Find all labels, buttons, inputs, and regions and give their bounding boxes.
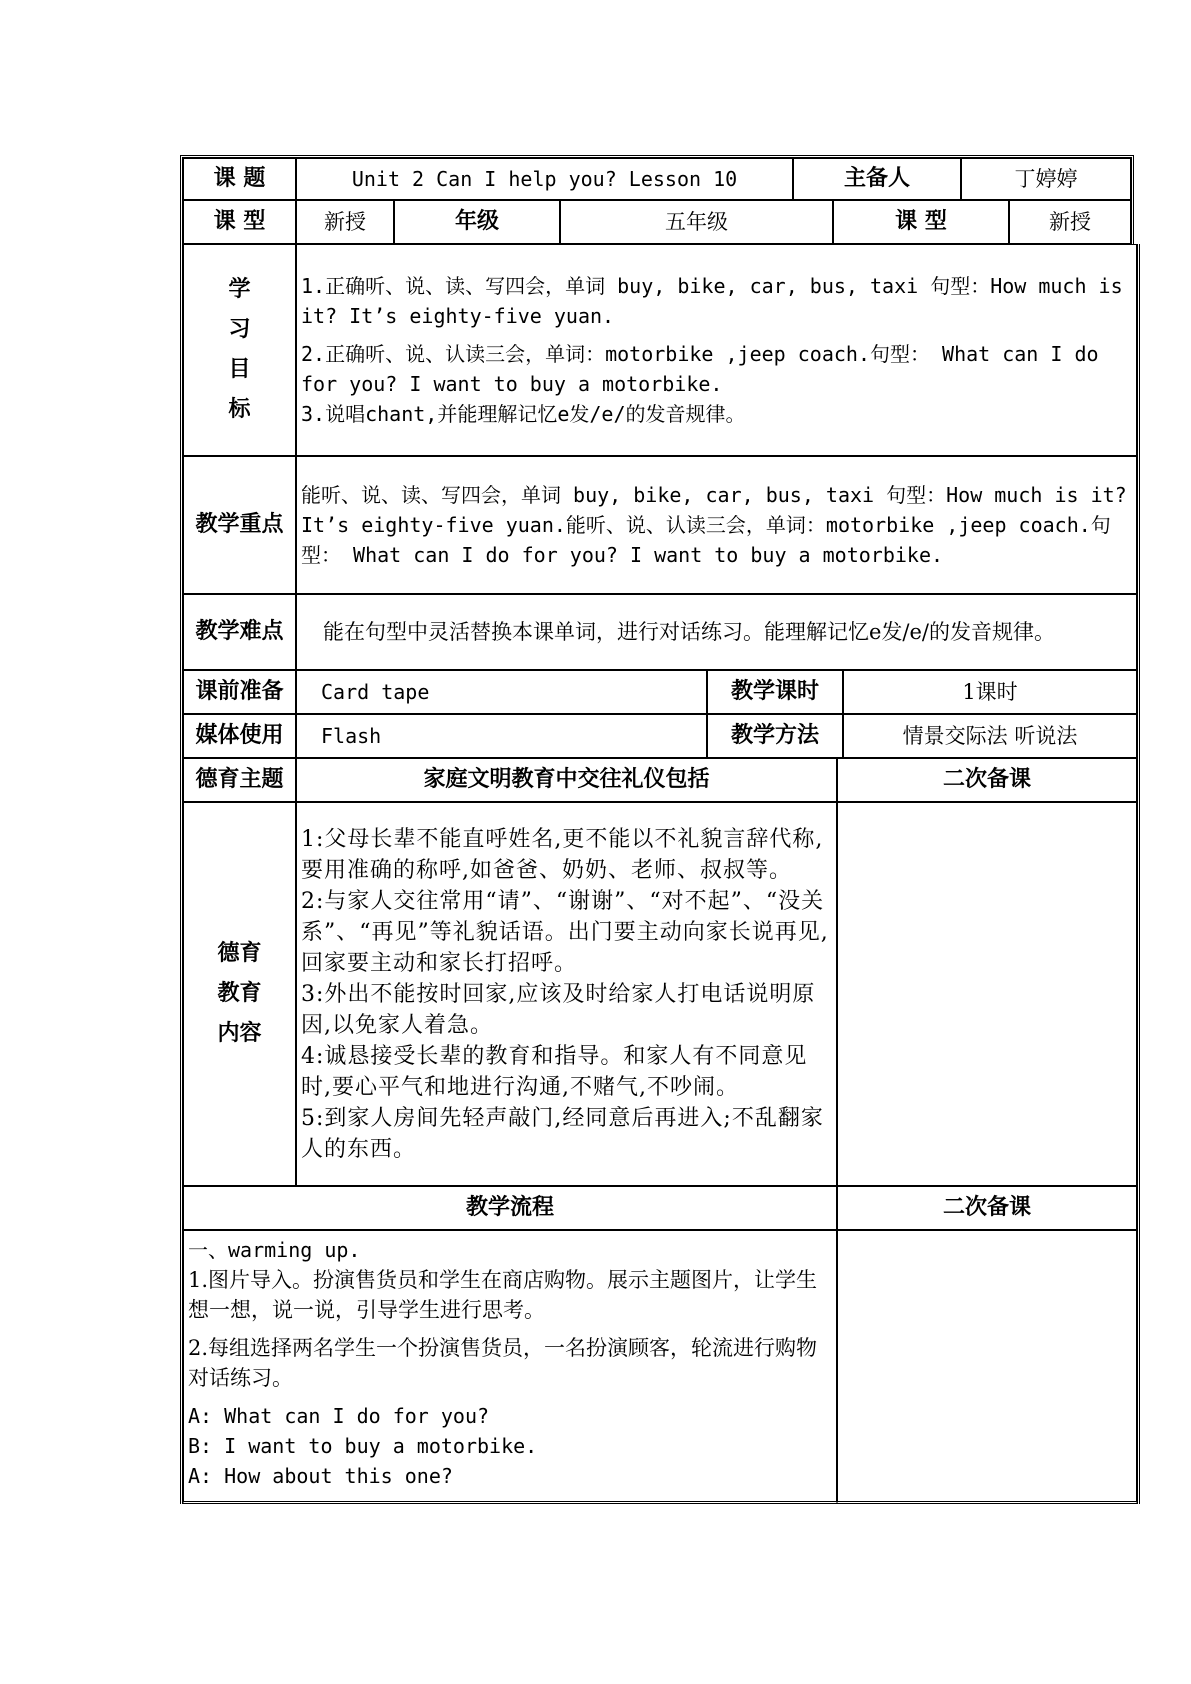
objective-item-2: 2.正确听、说、认读三会，单词：motorbike ,jeep coach.句型： What can I do for you? I want to buy a motorbike. (301, 342, 1099, 396)
label-moral-content: 德育 教育 内容 (183, 802, 296, 1186)
label-difficulties: 教学难点 (183, 594, 296, 670)
label-topic: 课 题 (183, 158, 296, 200)
label-second-prep-1: 二次备课 (837, 758, 1137, 802)
difficulties-content: 能在句型中灵活替换本课单词，进行对话练习。能理解记忆e发/e/的发音规律。 (296, 594, 1137, 670)
label-prep: 课前准备 (183, 670, 296, 714)
process-heading: 一、warming up. (188, 1238, 361, 1262)
label-method: 教学方法 (707, 714, 843, 758)
method-value: 情景交际法 听说法 (843, 714, 1137, 758)
label-objectives: 学 习 目 标 (183, 244, 296, 456)
header-table-2 (180, 200, 1134, 244)
preparer-name: 丁婷婷 (961, 158, 1131, 200)
grade-value: 五年级 (560, 200, 833, 244)
objective-item-3: 3.说唱chant,并能理解记忆e发/e/的发音规律。 (301, 402, 746, 426)
media-value: Flash (296, 714, 707, 758)
label-hours: 教学课时 (707, 670, 843, 714)
lesson-type-2: 新授 (1009, 200, 1131, 244)
label-second-prep-2: 二次备课 (837, 1186, 1137, 1230)
process-step-1: 1.图片导入。扮演售货员和学生在商店购物。展示主题图片，让学生想一想，说一说，引导学生进行思考。 (188, 1268, 818, 1322)
objective-item-1: 1.正确听、说、读、写四会，单词 buy, bike, car, bus, taxi 句型：How much is it? It’s eighty-five yuan. (301, 274, 1123, 328)
label-preparer: 主备人 (793, 158, 961, 200)
objectives-content (296, 244, 1137, 456)
label-grade: 年级 (394, 200, 560, 244)
prep-value: Card tape (296, 670, 707, 714)
label-media: 媒体使用 (183, 714, 296, 758)
label-type: 课 型 (183, 200, 296, 244)
prep-table (180, 670, 1140, 758)
second-prep-cell-2 (837, 1230, 1137, 1504)
lesson-type: 新授 (296, 200, 394, 244)
moral-item-4: 4:诚恳接受长辈的教育和指导。和家人有不同意见时,要心平气和地进行沟通,不赌气,不吵闹。 (301, 1043, 808, 1100)
moral-theme-value: 家庭文明教育中交往礼仪包括 (296, 758, 837, 802)
moral-item-3: 3:外出不能按时回家,应该及时给家人打电话说明原因,以免家人着急。 (301, 981, 816, 1038)
process-content (183, 1230, 837, 1504)
hours-value: 1课时 (843, 670, 1137, 714)
dialogue-line-1: A: What can I do for you? (188, 1404, 490, 1428)
second-prep-cell-1 (837, 802, 1137, 1186)
moral-item-2: 2:与家人交往常用“请”、“谢谢”、“对不起”、“没关系”、“再见”等礼貌话语。出门要主动向家长说再见,回家要主动和家长打招呼。 (301, 888, 829, 976)
moral-item-1: 1:父母长辈不能直呼姓名,更不能以不礼貌言辞代称,要用准确的称呼,如爸爸、奶奶、老师、叔叔等。 (301, 826, 824, 883)
moral-table (180, 758, 1140, 1186)
process-table (180, 1186, 1140, 1504)
lesson-plan-sheet (180, 155, 1134, 1504)
objectives-table (180, 244, 1140, 670)
label-process: 教学流程 (183, 1186, 837, 1230)
label-moral-theme: 德育主题 (183, 758, 296, 802)
dialogue-line-2: B: I want to buy a motorbike. (188, 1434, 538, 1458)
label-key-points: 教学重点 (183, 456, 296, 594)
lesson-topic: Unit 2 Can I help you? Lesson 10 (296, 158, 793, 200)
moral-content-list (296, 802, 837, 1186)
key-points-content: 能听、说、读、写四会，单词 buy, bike, car, bus, taxi 句型：How much is it? It’s eighty-five yuan.能听、说、认读三会，单词：motorbike ,jeep coach.句型： What can I do for you? I want to buy a motorbike. (296, 456, 1137, 594)
moral-item-5: 5:到家人房间先轻声敲门,经同意后再进入;不乱翻家人的东西。 (301, 1105, 824, 1162)
dialogue-line-3: A: How about this one? (188, 1464, 453, 1488)
label-type-2: 课 型 (833, 200, 1009, 244)
header-table-1 (180, 155, 1134, 200)
process-step-2: 2.每组选择两名学生一个扮演售货员，一名扮演顾客，轮流进行购物对话练习。 (188, 1336, 818, 1390)
